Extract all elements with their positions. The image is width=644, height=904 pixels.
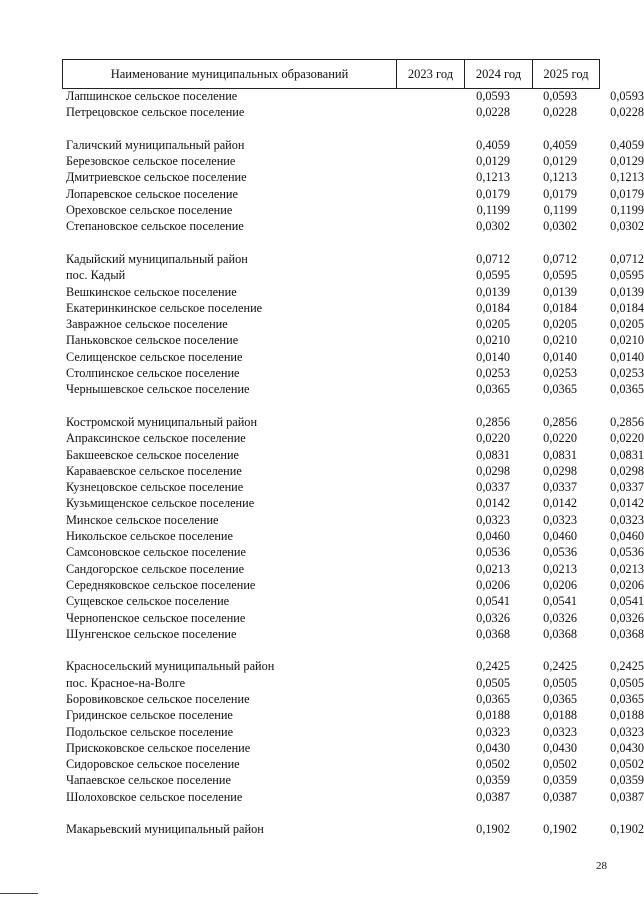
value-2023: 0,0220 — [476, 431, 510, 446]
value-2023: 0,0129 — [476, 154, 510, 169]
value-2025: 0,0831 — [610, 447, 644, 462]
municipality-name: Вешкинское сельское поселение — [66, 284, 237, 299]
value-2023: 0,0323 — [476, 512, 510, 527]
value-2025: 0,0139 — [610, 284, 644, 299]
table-row — [62, 544, 644, 560]
value-2023: 0,0179 — [476, 186, 510, 201]
table-row — [62, 300, 644, 316]
value-2025: 0,0502 — [610, 757, 644, 772]
value-2024: 0,0213 — [543, 561, 577, 576]
table-row — [62, 610, 644, 626]
table-row — [62, 561, 644, 577]
value-2024: 0,0365 — [543, 691, 577, 706]
value-2024: 0,0359 — [543, 773, 577, 788]
municipality-name: Шолоховское сельское поселение — [66, 789, 243, 804]
value-2024: 0,0460 — [543, 529, 577, 544]
value-2023: 0,0430 — [476, 740, 510, 755]
municipality-name: Минское сельское поселение — [66, 512, 219, 527]
value-2023: 0,1213 — [476, 170, 510, 185]
value-2023: 0,0213 — [476, 561, 510, 576]
value-2023: 0,0253 — [476, 366, 510, 381]
value-2024: 0,0205 — [543, 317, 577, 332]
row-spacer — [62, 805, 602, 821]
value-2025: 0,1902 — [610, 822, 644, 837]
table-row — [62, 153, 644, 169]
municipality-name: пос. Кадый — [66, 268, 126, 283]
value-2024: 0,0139 — [543, 284, 577, 299]
municipality-name: Ореховское сельское поселение — [66, 203, 233, 218]
value-2023: 0,0142 — [476, 496, 510, 511]
value-2025: 0,0213 — [610, 561, 644, 576]
table-row — [62, 479, 644, 495]
value-2023: 0,0712 — [476, 251, 510, 266]
value-2023: 0,0184 — [476, 300, 510, 315]
municipality-name: Бакшеевское сельское поселение — [66, 447, 240, 462]
value-2024: 0,0365 — [543, 382, 577, 397]
value-2024: 0,1199 — [543, 203, 577, 218]
value-2023: 0,0302 — [476, 219, 510, 234]
value-2023: 0,0502 — [476, 757, 510, 772]
table-row — [62, 202, 644, 218]
table-row — [62, 104, 644, 120]
value-2025: 0,0206 — [610, 577, 644, 592]
table-row — [62, 756, 644, 772]
table-row — [62, 789, 644, 805]
value-2023: 0,1902 — [476, 822, 510, 837]
table-header — [62, 59, 600, 89]
value-2024: 0,0206 — [543, 577, 577, 592]
table-row — [62, 658, 644, 674]
scan-artifact-line — [0, 893, 38, 894]
value-2024: 0,0595 — [543, 268, 577, 283]
value-2023: 0,0359 — [476, 773, 510, 788]
municipality-name: Самсоновское сельское поселение — [66, 545, 246, 560]
value-2023: 0,0210 — [476, 333, 510, 348]
municipality-name: Апраксинское сельское поселение — [66, 431, 246, 446]
table-row — [62, 821, 644, 837]
municipality-name: Чернышевское сельское поселение — [66, 382, 250, 397]
value-2024: 0,0184 — [543, 300, 577, 315]
value-2023: 0,0368 — [476, 626, 510, 641]
municipality-name: Галичский муниципальный район — [66, 137, 245, 152]
value-2023: 0,0593 — [476, 89, 510, 103]
value-2023: 0,0140 — [476, 349, 510, 364]
value-2023: 0,0365 — [476, 382, 510, 397]
value-2024: 0,0502 — [543, 757, 577, 772]
value-2025: 0,0326 — [610, 610, 644, 625]
value-2025: 0,0387 — [610, 789, 644, 804]
value-2024: 0,0541 — [543, 594, 577, 609]
municipality-name: Столпинское сельское поселение — [66, 366, 240, 381]
municipality-name: Костромской муниципальный район — [66, 414, 258, 429]
value-2024: 0,0430 — [543, 740, 577, 755]
header-year-2023: 2023 год — [397, 60, 465, 89]
row-spacer — [62, 235, 602, 251]
value-2025: 0,0593 — [610, 89, 644, 103]
municipality-name: Никольское сельское поселение — [66, 529, 233, 544]
value-2024: 0,0368 — [543, 626, 577, 641]
value-2024: 0,0228 — [543, 105, 577, 120]
value-2023: 0,2856 — [476, 414, 510, 429]
value-2025: 0,0323 — [610, 512, 644, 527]
municipality-name: Селищенское сельское поселение — [66, 349, 243, 364]
table-row — [62, 772, 644, 788]
value-2024: 0,0712 — [543, 251, 577, 266]
page-number: 28 — [596, 860, 607, 872]
municipality-name: Сидоровское сельское поселение — [66, 757, 240, 772]
table-row — [62, 267, 644, 283]
value-2025: 0,0140 — [610, 349, 644, 364]
value-2025: 0,0184 — [610, 300, 644, 315]
value-2025: 0,0210 — [610, 333, 644, 348]
value-2024: 0,0831 — [543, 447, 577, 462]
value-2025: 0,0220 — [610, 431, 644, 446]
table-row — [62, 577, 644, 593]
row-spacer — [62, 642, 602, 658]
value-2024: 0,0188 — [543, 708, 577, 723]
municipality-name: Кадыйский муниципальный район — [66, 251, 248, 266]
value-2024: 0,0323 — [543, 724, 577, 739]
municipality-name: Подольское сельское поселение — [66, 724, 234, 739]
municipality-name: Макарьевский муниципальный район — [66, 822, 264, 837]
value-2025: 0,0365 — [610, 691, 644, 706]
value-2024: 0,0326 — [543, 610, 577, 625]
municipality-name: Сандогорское сельское поселение — [66, 561, 245, 576]
table-row — [62, 675, 644, 691]
value-2023: 0,0206 — [476, 577, 510, 592]
table-row — [62, 707, 644, 723]
table-row — [62, 349, 644, 365]
row-spacer — [62, 121, 602, 137]
municipality-name: Кузнецовское сельское поселение — [66, 480, 244, 495]
value-2023: 0,0505 — [476, 675, 510, 690]
value-2025: 0,0541 — [610, 594, 644, 609]
table-row — [62, 593, 644, 609]
value-2023: 0,1199 — [476, 203, 510, 218]
table-row — [62, 528, 644, 544]
table-row — [62, 169, 644, 185]
value-2025: 0,1199 — [610, 203, 644, 218]
table-row — [62, 332, 644, 348]
value-2024: 0,0220 — [543, 431, 577, 446]
header-year-2025: 2025 год — [533, 60, 600, 89]
value-2025: 0,0359 — [610, 773, 644, 788]
value-2024: 0,0387 — [543, 789, 577, 804]
value-2025: 0,0253 — [610, 366, 644, 381]
value-2025: 0,0505 — [610, 675, 644, 690]
value-2023: 0,0541 — [476, 594, 510, 609]
municipality-name: Березовское сельское поселение — [66, 154, 236, 169]
value-2024: 0,1213 — [543, 170, 577, 185]
row-spacer — [62, 398, 602, 414]
value-2025: 0,2425 — [610, 659, 644, 674]
value-2023: 0,2425 — [476, 659, 510, 674]
value-2023: 0,0337 — [476, 480, 510, 495]
value-2023: 0,0595 — [476, 268, 510, 283]
value-2023: 0,0228 — [476, 105, 510, 120]
value-2025: 0,2856 — [610, 414, 644, 429]
table-row — [62, 495, 644, 511]
municipality-name: Боровиковское сельское поселение — [66, 691, 250, 706]
municipality-name: Завражное сельское поселение — [66, 317, 228, 332]
value-2024: 0,0210 — [543, 333, 577, 348]
table-row — [62, 137, 644, 153]
table-row — [62, 740, 644, 756]
value-2025: 0,0712 — [610, 251, 644, 266]
table-body — [62, 88, 644, 838]
value-2024: 0,0505 — [543, 675, 577, 690]
municipality-name: Степановское сельское поселение — [66, 219, 244, 234]
table-row — [62, 316, 644, 332]
value-2023: 0,0536 — [476, 545, 510, 560]
table-row — [62, 512, 644, 528]
value-2025: 0,0302 — [610, 219, 644, 234]
table-row — [62, 414, 644, 430]
table-row — [62, 447, 644, 463]
value-2023: 0,0323 — [476, 724, 510, 739]
value-2024: 0,0140 — [543, 349, 577, 364]
municipality-name: Лопаревское сельское поселение — [66, 186, 238, 201]
value-2025: 0,0205 — [610, 317, 644, 332]
municipality-name: Дмитриевское сельское поселение — [66, 170, 247, 185]
value-2025: 0,0298 — [610, 463, 644, 478]
value-2025: 0,0430 — [610, 740, 644, 755]
value-2024: 0,1902 — [543, 822, 577, 837]
value-2025: 0,1213 — [610, 170, 644, 185]
value-2023: 0,0831 — [476, 447, 510, 462]
table-row — [62, 430, 644, 446]
header-municipality-name: Наименование муниципальных образований — [63, 60, 397, 89]
municipality-name: Прискоковское сельское поселение — [66, 740, 251, 755]
value-2024: 0,0142 — [543, 496, 577, 511]
value-2025: 0,0323 — [610, 724, 644, 739]
header-year-2024: 2024 год — [465, 60, 533, 89]
table-row — [62, 626, 644, 642]
municipality-name: Петрецовское сельское поселение — [66, 105, 245, 120]
value-2024: 0,0179 — [543, 186, 577, 201]
value-2025: 0,0536 — [610, 545, 644, 560]
table-row — [62, 251, 644, 267]
table-row — [62, 463, 644, 479]
municipality-name: Чапаевское сельское поселение — [66, 773, 231, 788]
value-2024: 0,2425 — [543, 659, 577, 674]
municipality-name: Караваевское сельское поселение — [66, 463, 242, 478]
municipality-name: Гридинское сельское поселение — [66, 708, 233, 723]
municipality-name: пос. Красное-на-Волге — [66, 675, 186, 690]
value-2024: 0,0298 — [543, 463, 577, 478]
value-2024: 0,4059 — [543, 137, 577, 152]
value-2024: 0,0129 — [543, 154, 577, 169]
value-2024: 0,0302 — [543, 219, 577, 234]
table-row — [62, 186, 644, 202]
municipality-name: Екатеринкинское сельское поселение — [66, 300, 263, 315]
table-row — [62, 381, 644, 397]
table-row — [62, 284, 644, 300]
value-2024: 0,0593 — [543, 89, 577, 103]
table-row — [62, 691, 644, 707]
value-2023: 0,0460 — [476, 529, 510, 544]
value-2023: 0,0326 — [476, 610, 510, 625]
value-2025: 0,0129 — [610, 154, 644, 169]
municipality-name: Красносельский муниципальный район — [66, 659, 275, 674]
value-2025: 0,0595 — [610, 268, 644, 283]
value-2023: 0,0139 — [476, 284, 510, 299]
value-2025: 0,0365 — [610, 382, 644, 397]
municipality-name: Паньковское сельское поселение — [66, 333, 239, 348]
value-2025: 0,4059 — [610, 137, 644, 152]
municipality-name: Лапшинское сельское поселение — [66, 89, 238, 103]
value-2025: 0,0228 — [610, 105, 644, 120]
municipality-name: Чернопенское сельское поселение — [66, 610, 246, 625]
value-2024: 0,0253 — [543, 366, 577, 381]
value-2024: 0,0337 — [543, 480, 577, 495]
value-2025: 0,0188 — [610, 708, 644, 723]
value-2024: 0,0536 — [543, 545, 577, 560]
value-2023: 0,0188 — [476, 708, 510, 723]
value-2025: 0,0142 — [610, 496, 644, 511]
table-row — [62, 724, 644, 740]
value-2024: 0,0323 — [543, 512, 577, 527]
value-2023: 0,0387 — [476, 789, 510, 804]
value-2025: 0,0368 — [610, 626, 644, 641]
table-row — [62, 365, 644, 381]
municipality-name: Середняковское сельское поселение — [66, 577, 256, 592]
value-2025: 0,0460 — [610, 529, 644, 544]
table-row — [62, 88, 644, 104]
value-2023: 0,4059 — [476, 137, 510, 152]
value-2024: 0,2856 — [543, 414, 577, 429]
table-row — [62, 218, 644, 234]
municipality-name: Кузьмищенское сельское поселение — [66, 496, 255, 511]
value-2025: 0,0337 — [610, 480, 644, 495]
value-2023: 0,0298 — [476, 463, 510, 478]
value-2025: 0,0179 — [610, 186, 644, 201]
municipality-name: Шунгенское сельское поселение — [66, 626, 237, 641]
value-2023: 0,0365 — [476, 691, 510, 706]
municipality-name: Сущевское сельское поселение — [66, 594, 230, 609]
value-2023: 0,0205 — [476, 317, 510, 332]
